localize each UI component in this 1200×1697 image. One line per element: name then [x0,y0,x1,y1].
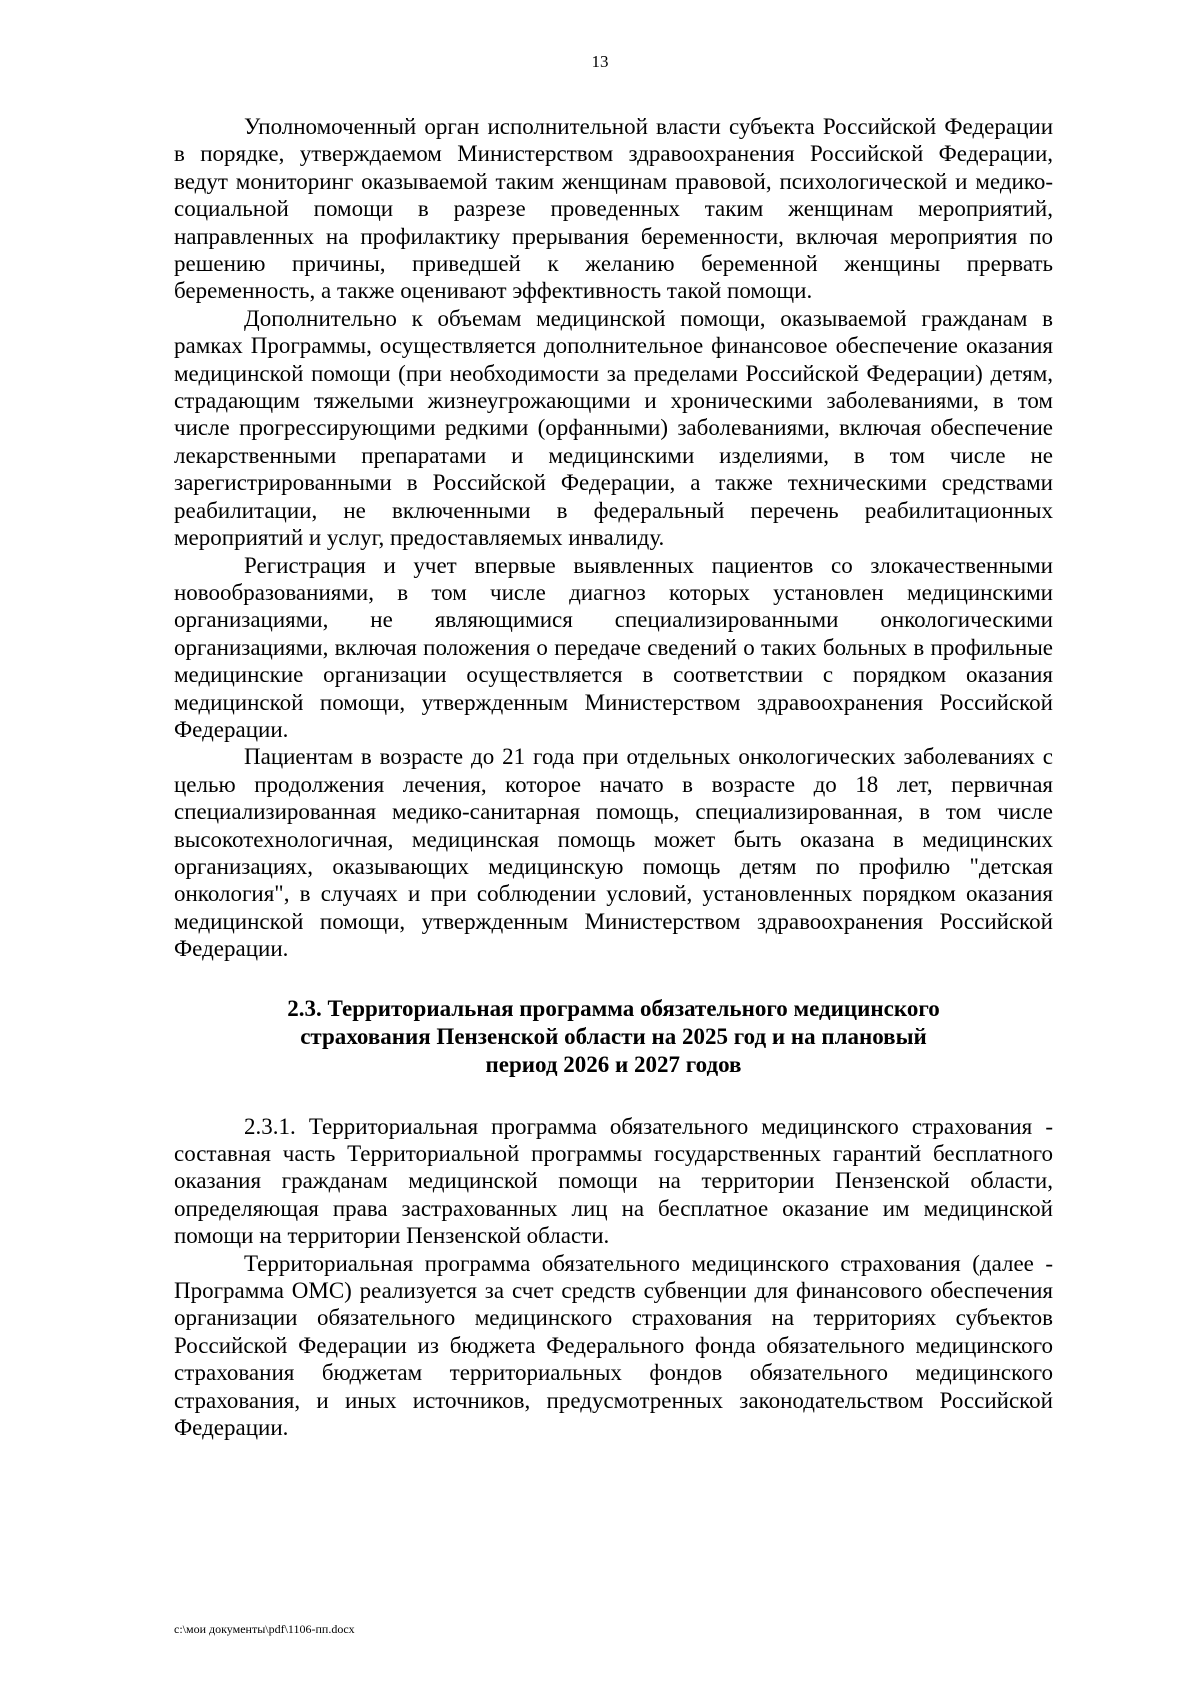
paragraph-additional-funding: Дополнительно к объемам медицинской помощи, оказываемой гражданам в рамках Программы, осуществляется дополнительное финансовое обеспечение оказания медицинской помощи (при необходимости за пределами Российской Федерации) детям, страдающим тяжелыми жизнеугрожающими и хроническими заболеваниями, в том числе прогрессирующими редкими (орфанными) заболеваниями, включая обеспечение лекарственными препаратами и медицинскими изделиями, в том числе не зарегистрированными в Российской Федерации, а также техническими средствами реабилитации, не включенными в федеральный перечень реабилитационных мероприятий и услуг, предоставляемых инвалиду. [174,305,1053,551]
document-body [174,113,1053,1441]
paragraph-young-patients: Пациентам в возрасте до 21 года при отдельных онкологических заболеваниях с целью продолжения лечения, которое начато в возрасте до 18 лет, первичная специализированная медико-санитарная помощь, специализированная, в том числе высокотехнологичная, медицинская помощь может быть оказана в медицинских организациях, оказывающих медицинскую помощь детям по профилю "детская онкология", в случаях и при соблюдении условий, установленных порядком оказания медицинской помощи, утвержденным Министерством здравоохранения Российской Федерации. [174,744,1053,962]
section-heading-line-1: 2.3. Территориальная программа обязательного медицинского [287,995,940,1021]
footer-file-path: c:\мои документы\pdf\1106-пп.docx [174,1622,355,1636]
paragraph-oncology-registration: Регистрация и учет впервые выявленных пациентов со злокачественными новообразованиями, в том числе диагноз которых установлен медицинскими организациями, не являющимися специализированными онкологическими организациями, включая положения о передаче сведений о таких больных в профильные медицинские организации осуществляется в соответствии с порядком оказания медицинской помощи, утвержденным Министерством здравоохранения Российской Федерации. [174,552,1053,742]
paragraph-oms-program: Территориальная программа обязательного медицинского страхования (далее - Программа ОМС) реализуется за счет средств субвенции для финансового обеспечения организации обязательного медицинского страхования на территориях субъектов Российской Федерации из бюджета Федерального фонда обязательного медицинского страхования бюджетам территориальных фондов обязательного медицинского страхования, и иных источников, предусмотренных законодательством Российской Федерации. [174,1250,1053,1441]
section-heading-line-2: страхования Пензенской области на 2025 год и на плановый [300,1023,927,1049]
section-heading [174,995,1053,1079]
section-heading-line-3: период 2026 и 2027 годов [485,1051,742,1077]
paragraph-section-2-3-1: 2.3.1. Территориальная программа обязательного медицинского страхования - составная часть Территориальной программы государственных гарантий бесплатного оказания гражданам медицинской помощи на территории Пензенской области, определяющая права застрахованных лиц на бесплатное оказание им медицинской помощи на территории Пензенской области. [174,1113,1053,1249]
paragraph-monitoring: Уполномоченный орган исполнительной власти субъекта Российской Федерации в порядке, утверждаемом Министерством здравоохранения Российской Федерации, ведут мониторинг оказываемой таким женщинам правовой, психологической и медико-социальной помощи в разрезе проведенных таким женщинам мероприятий, направленных на профилактику прерывания беременности, включая мероприятия по решению причины, приведшей к желанию беременной женщины прервать беременность, а также оценивают эффективность такой помощи. [174,114,1053,304]
page-number: 13 [591,52,609,71]
